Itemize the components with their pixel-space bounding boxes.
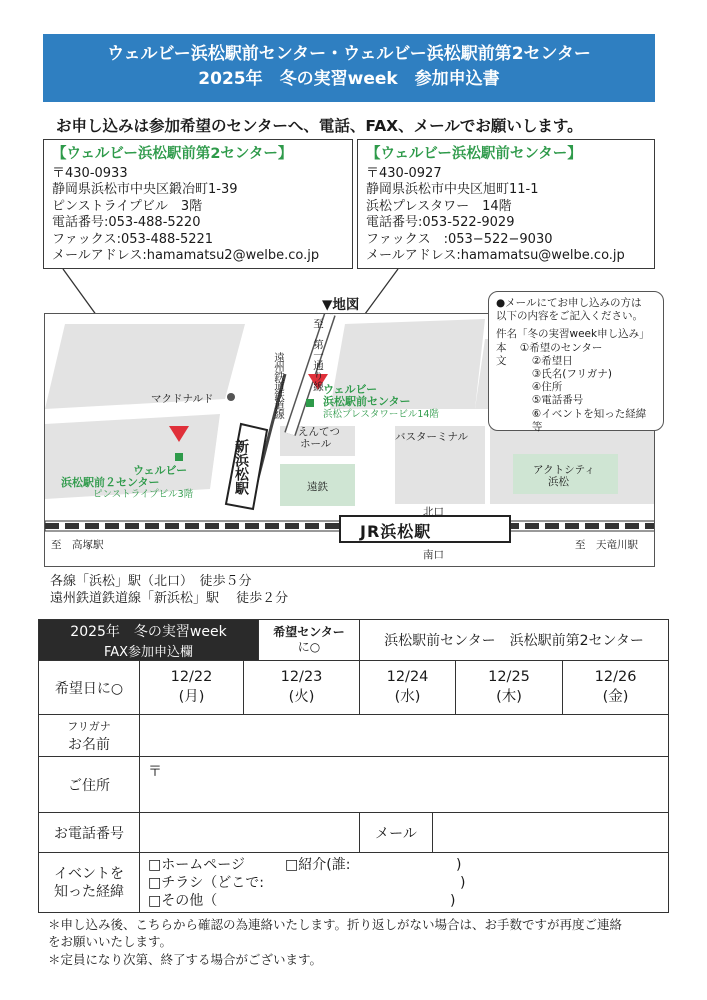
- center1-tel: 電話番号:053-522-9029: [366, 215, 515, 230]
- map-heading: ▼地図: [322, 297, 360, 313]
- event-source-label1: イベントを: [54, 865, 124, 882]
- center-choice-label-cell: [259, 620, 360, 661]
- option-introduction[interactable]: □紹介(誰:: [285, 856, 351, 873]
- entetsu-hall-label1: えんてつ: [298, 426, 340, 438]
- center2-address2: ピンストライプビル 3階: [52, 198, 203, 214]
- act-city-label2: 浜松: [548, 476, 569, 488]
- form-title-cell: [39, 620, 259, 661]
- center1-zip: 〒430-0927: [366, 165, 442, 181]
- center-choice-label1: 希望センター: [273, 625, 345, 639]
- center1-name1: ウェルビー: [323, 383, 378, 396]
- phone-label: お電話番号: [39, 813, 140, 853]
- north-exit-label: 北口: [423, 506, 444, 518]
- center1-header: 【ウェルビー浜松駅前センター】: [366, 146, 582, 162]
- name-label: お名前: [68, 736, 110, 753]
- name-field[interactable]: [140, 715, 669, 757]
- date-option-1223[interactable]: [244, 661, 360, 715]
- paren-close: ): [450, 892, 456, 909]
- intro-text: お申し込みは参加希望のセンターへ、電話、FAX、メールでお願いします。: [56, 117, 583, 135]
- entetsu-line-label: 遠州鉄道鉄道線: [273, 352, 285, 419]
- address-field[interactable]: [140, 757, 669, 813]
- postal-mark: 〒: [148, 764, 162, 780]
- date-option-1222[interactable]: [140, 661, 244, 715]
- mcdonalds-dot: [227, 393, 235, 401]
- name-label-cell: [39, 715, 140, 757]
- date-value: 12/23: [280, 669, 323, 685]
- fax-application-form: [38, 619, 669, 913]
- option-other[interactable]: □その他（: [148, 892, 218, 909]
- center2-fax: ファックス:053-488-5221: [52, 231, 214, 247]
- date-dow: (水): [394, 689, 421, 705]
- center2-mail: メールアドレス:hamamatsu2@welbe.co.jp: [52, 248, 320, 263]
- center1-fax: ファックス :053−522−9030: [366, 231, 553, 247]
- bus-terminal-label: バスターミナル: [395, 431, 468, 443]
- date-option-1224[interactable]: [360, 661, 456, 715]
- jr-station-label: JR浜松駅: [360, 522, 432, 541]
- date-value: 12/22: [170, 669, 213, 685]
- map-block: [45, 324, 245, 409]
- email-note-line2: 以下の内容をご記入ください。: [496, 310, 643, 323]
- date-dow: (木): [496, 689, 522, 705]
- date-label: 希望日に○: [39, 661, 140, 715]
- mail-label: メール: [360, 813, 433, 853]
- date-option-1225[interactable]: [456, 661, 563, 715]
- email-note-item: ⑤電話番号: [531, 394, 584, 407]
- furigana-label: フリガナ: [67, 719, 111, 733]
- act-city-label1: アクトシティ: [533, 464, 595, 476]
- note-line1: ＊申し込み後、こちらから確認の為連絡いたします。折り返しがない場合は、お手数ですが再度ご連絡: [48, 917, 623, 932]
- center1-green-square: [306, 399, 314, 407]
- center-choice-options[interactable]: 浜松駅前センター 浜松駅前第2センター: [360, 620, 669, 661]
- event-source-options: [140, 853, 669, 913]
- center1-mail: メールアドレス:hamamatsu@welbe.co.jp: [366, 248, 625, 263]
- south-exit-label: 南口: [423, 549, 444, 561]
- center1-address1: 静岡県浜松市中央区旭町11-1: [366, 182, 539, 197]
- center2-name2: 浜松駅前２センター: [61, 476, 160, 489]
- address-label: ご住所: [39, 757, 140, 813]
- center2-zip: 〒430-0933: [52, 165, 128, 181]
- access-line1: 各線「浜松」駅（北口） 徒歩５分: [50, 574, 252, 589]
- route1-label: 至 第一通り線: [312, 318, 324, 392]
- note-line2: をお願いいたします。: [48, 934, 173, 949]
- email-note-item: ①希望のセンター: [519, 341, 603, 354]
- email-note-item: ④住所: [531, 381, 563, 394]
- date-dow: (金): [602, 689, 629, 705]
- mcdonalds-label: マクドナルド: [151, 393, 214, 405]
- date-value: 12/26: [594, 669, 637, 685]
- center-choice-label2: に○: [297, 640, 321, 654]
- mail-field[interactable]: [433, 813, 669, 853]
- paren-close: ): [460, 874, 466, 891]
- option-homepage[interactable]: □ホームページ: [148, 856, 245, 873]
- event-source-label-cell: [39, 853, 140, 913]
- email-note-line1: ●メールにてお申し込みの方は: [496, 297, 642, 309]
- title-line1: ウェルビー浜松駅前センター・ウェルビー浜松駅前第2センター: [107, 44, 591, 64]
- center2-name1: ウェルビー: [133, 464, 188, 477]
- center2-bldg: ピンストライプビル3階: [93, 489, 194, 500]
- center1-address2: 浜松プレスタワー 14階: [366, 198, 512, 214]
- center2-header: 【ウェルビー浜松駅前第2センター】: [52, 146, 293, 162]
- date-dow: (火): [288, 689, 315, 705]
- form-title-line2: FAX参加申込欄: [103, 644, 194, 660]
- note-line3: ＊定員になり次第、終了する場合がございます。: [48, 952, 323, 967]
- phone-field[interactable]: [140, 813, 360, 853]
- to-takatsuka-label: 至 高塚駅: [51, 539, 104, 551]
- option-flyer[interactable]: □チラシ（どこで:: [148, 874, 264, 891]
- paren-close: ): [456, 856, 462, 873]
- center2-tel: 電話番号:053-488-5220: [52, 215, 201, 230]
- title-line2: 2025年 冬の実習week 参加申込書: [198, 69, 500, 89]
- entetsu-label: 遠鉄: [307, 481, 328, 493]
- center2-address1: 静岡県浜松市中央区鍛冶町1-39: [52, 182, 238, 197]
- access-line2: 遠州鉄道鉄道線「新浜松」駅 徒歩２分: [50, 591, 289, 606]
- center2-green-square: [175, 453, 183, 461]
- event-source-label2: 知った経緯: [54, 883, 124, 900]
- form-title-line1: 2025年 冬の実習week: [70, 623, 227, 640]
- date-dow: (月): [178, 689, 205, 705]
- email-note-body-label: 本文: [496, 341, 507, 367]
- email-note-item: ⑥イベントを知った経緯等: [531, 407, 647, 433]
- to-tenryugawa-label: 至 天竜川駅: [575, 539, 638, 551]
- date-option-1226[interactable]: [563, 661, 669, 715]
- email-note-item: ③氏名(フリガナ): [531, 368, 612, 381]
- email-instruction-box: [488, 291, 664, 431]
- entetsu-hall-label2: ホール: [300, 438, 332, 450]
- center1-bldg: 浜松プレスタワービル14階: [323, 409, 439, 420]
- center1-name2: 浜松駅前センター: [323, 395, 411, 408]
- email-note-subject: 件名「冬の実習week申し込み」: [496, 328, 650, 341]
- shinhamamatsu-label: 新浜松駅: [233, 439, 249, 495]
- email-note-item: ②希望日: [531, 354, 573, 367]
- date-value: 12/24: [386, 669, 429, 685]
- date-value: 12/25: [488, 669, 530, 685]
